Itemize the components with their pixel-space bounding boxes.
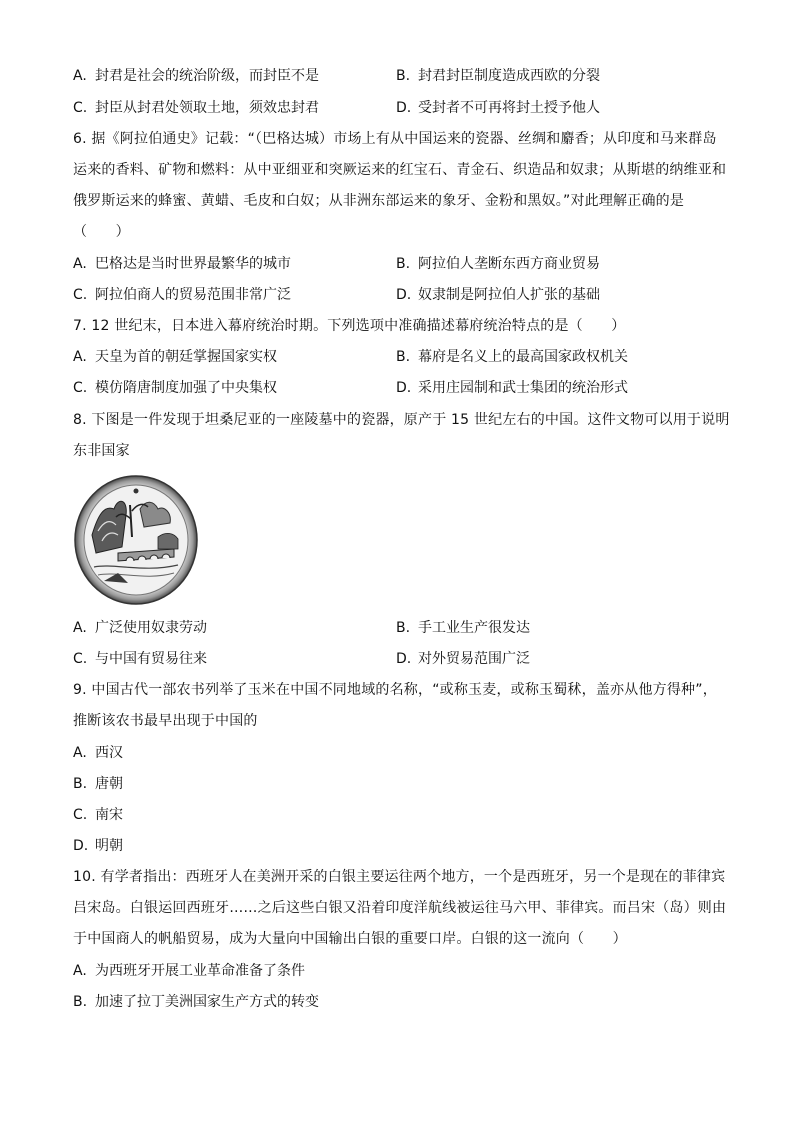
q7-stem-line-1: 7. 12 世纪末，日本进入幕府统治时期。下列选项中准确描述幕府统治特点的是（ ） [73,318,626,334]
q7-option-a[interactable]: A. 天皇为首的朝廷掌握国家实权 [73,349,277,365]
q8-option-d[interactable]: D. 对外贸易范围广泛 [396,651,530,667]
q6-stem-line-1: 6. 据《阿拉伯通史》记载：“（巴格达城）市场上有从中国运来的瓷器、丝绸和麝香；从印度和马来群岛 [73,131,717,147]
q8-option-a[interactable]: A. 广泛使用奴隶劳动 [73,620,207,636]
q10-option-b[interactable]: B. 加速了拉丁美洲国家生产方式的转变 [73,994,319,1010]
q8-option-b[interactable]: B. 手工业生产很发达 [396,620,530,636]
q10-option-a[interactable]: A. 为西班牙开展工业革命准备了条件 [73,963,305,979]
q10-stem-line-2: 吕宋岛。白银运回西班牙……之后这些白银又沿着印度洋航线被运往马六甲、菲律宾。而吕宋（岛）则由 [73,900,727,916]
q10-stem-line-1: 10. 有学者指出：西班牙人在美洲开采的白银主要运往两个地方，一个是西班牙，另一个是现在的菲律宾 [73,869,726,885]
q6-stem-line-3: 俄罗斯运来的蜂蜜、黄蜡、毛皮和白奴；从非洲东部运来的象牙、金粉和黑奴。”对此理解正确的是 [73,193,685,209]
q6-option-b[interactable]: B. 阿拉伯人垄断东西方商业贸易 [396,256,600,272]
q6-option-a[interactable]: A. 巴格达是当时世界最繁华的城市 [73,256,291,272]
q6-answer-blank: （ ） [73,224,130,240]
porcelain-plate-image [74,475,198,605]
q8-stem-line-2: 东非国家 [73,443,130,459]
q9-option-b[interactable]: B. 唐朝 [73,776,123,792]
q7-option-d[interactable]: D. 采用庄园制和武士集团的统治形式 [396,380,628,396]
q5-option-a[interactable]: A. 封君是社会的统治阶级，而封臣不是 [73,68,319,84]
q7-option-c[interactable]: C. 模仿隋唐制度加强了中央集权 [73,380,277,396]
q7-option-b[interactable]: B. 幕府是名义上的最高国家政权机关 [396,349,628,365]
q5-option-d[interactable]: D. 受封者不可再将封土授予他人 [396,100,600,116]
q10-stem-line-3: 于中国商人的帆船贸易，成为大量向中国输出白银的重要口岸。白银的这一流向（ ） [73,931,627,947]
q9-option-a[interactable]: A. 西汉 [73,745,123,761]
q6-option-d[interactable]: D. 奴隶制是阿拉伯人扩张的基础 [396,287,600,303]
q5-option-c[interactable]: C. 封臣从封君处领取土地，须效忠封君 [73,100,319,116]
q9-stem-line-2: 推断该农书最早出现于中国的 [73,713,258,729]
q9-stem-line-1: 9. 中国古代一部农书列举了玉米在中国不同地域的名称，“或称玉麦，或称玉蜀秫，盖亦从他方得种”， [73,682,717,698]
q9-option-c[interactable]: C. 南宋 [73,807,123,823]
q9-option-d[interactable]: D. 明朝 [73,838,123,854]
q8-stem-line-1: 8. 下图是一件发现于坦桑尼亚的一座陵墓中的瓷器，原产于 15 世纪左右的中国。这件文物可以用于说明 [73,412,730,428]
q6-stem-line-2: 运来的香料、矿物和燃料：从中亚细亚和突厥运来的红宝石、青金石、织造品和奴隶；从斯堪的纳维亚和 [73,162,727,178]
q5-option-b[interactable]: B. 封君封臣制度造成西欧的分裂 [396,68,600,84]
q6-option-c[interactable]: C. 阿拉伯商人的贸易范围非常广泛 [73,287,291,303]
q8-option-c[interactable]: C. 与中国有贸易往来 [73,651,207,667]
